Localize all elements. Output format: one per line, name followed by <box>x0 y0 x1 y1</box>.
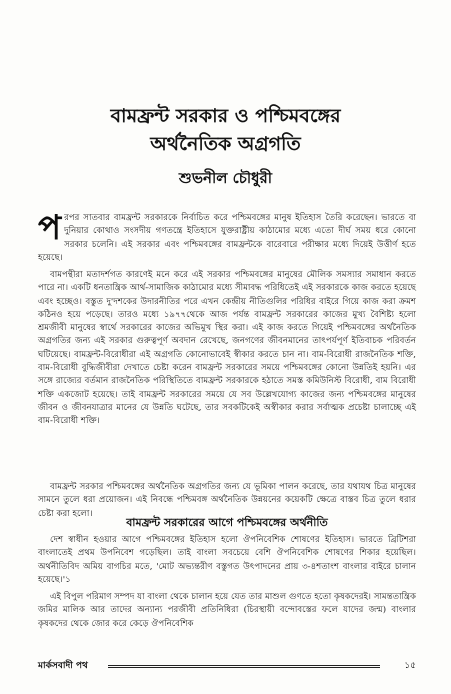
footer-journal-name: মার্কসবাদী পথ <box>38 661 88 671</box>
drop-cap: প <box>38 208 62 248</box>
paragraph-2-text: বামপন্থীরা মতাদর্শগত কারণেই মনে করে এই সরকার পশ্চিমবঙ্গের মানুষের মৌলিক সমস্যার সমাধান করতে পারে না। একটি ধনতান্ত্রিক আর্থ-সামাজিক কাঠামোর মধ্যে সীমাবদ্ধ পরিধিতেই এই সরকারকে কাজ করতে হয়েছে এবং হচ্ছেও। বস্তুত দু'দশকের উদারনীতির পরে এখন কেন্দ্রীয় নীতিগুলির পরিধির বাইরে গিয়ে কাজ করা ক্রমশ কঠিনও হয়ে পড়েছে। তারও মধ্যে ১৯৭৭থেকে আজ পর্যন্ত বামফ্রন্ট সরকারের কাজের মুখ্য বৈশিষ্ট্য হলো শ্রমজীবী মানুষের স্বার্থে সরকারের কাজের অভিমুখ স্থির করা। এই কাজ করতে গিয়েই পশ্চিমবঙ্গের অর্থনৈতিক অগ্রগতির জন্য এই সরকার গুরুত্বপূর্ণ অবদান রেখেছে, জনগণের জীবনমানের তাৎপর্যপূর্ণ ইতিবাচক পরিবর্তন ঘটিয়েছে। বামফ্রন্ট-বিরোধীরা এই অগ্রগতি কোনোভাবেই স্বীকার করতে চান না। বাম-বিরোধী রাজনৈতিক শক্তি, বাম-বিরোধী বুদ্ধিজীবীরা দেখাতে চেষ্টা করেন বামফ্রন্ট সরকারের সময়ে পশ্চিমবঙ্গের কোনো উন্নতিই হয়নি। এর সঙ্গে রাজ্যের বর্তমান রাজনৈতিক পরিস্থিতিতে বামফ্রন্ট সরকারকে হঠাতে সমস্ত কমিউনিস্ট বিরোধী, বাম বিরোধী শক্তি একজোট হয়েছে। তাই বামফ্রন্ট সরকারের সময়ে যে সব উল্লেখযোগ্য কাজের জন্য পশ্চিমবঙ্গের মানুষের জীবন ও জীবনযাত্রার মানের যে উন্নতি ঘটেছে, তার সবকটিকেই অস্বীকার করার সর্বাত্মক প্রচেষ্টা চালাচ্ছে এই বাম-বিরোধী শক্তি। <box>38 270 416 427</box>
article-author: শুভনীল চৌধুরী <box>178 169 273 187</box>
paragraph-intro <box>38 208 416 268</box>
paragraph-5-text: এই বিপুল পরিমাণ সম্পদ যা বাংলা থেকে চালান হয়ে যেত তার মাশুল গুণতে হতো কৃষকদেরই। সামন্ততান্ত্রিক জমির মালিক আর তাদের অন্যান্য পরজীবী প্রতিনিধিরা (চিরস্থায়ী বন্দোবস্তের ফলে যাদের জন্ম) বাংলার কৃষকদের থেকে জোর করে কেড়ে ঔপনিবেশিক <box>38 592 416 629</box>
paragraph-2 <box>38 269 416 480</box>
article-title-line-1: বামফ্রন্ট সরকার ও পশ্চিমবঙ্গের <box>110 105 341 127</box>
paragraph-intro-text: রপর সাতবার বামফ্রন্ট সরকারকে নির্বাচিত করে পশ্চিমবঙ্গের মানুষ ইতিহাস তৈরি করেছেন। ভারতে বা দুনিয়ার কোথাও সংসদীয় গণতন্ত্রে ইতিহাসে যুক্তরাষ্ট্রীয় কাঠামোর মধ্যে এতো দীর্ঘ সময় ধরে কোনো সরকার চলেনি। এই সরকার এবং পশ্চিমবঙ্গের বামফ্রন্টকে বারেবারে পরীক্ষার মধ্যে দিয়েই উত্তীর্ণ হতে হয়েছে। <box>38 213 416 263</box>
footer-divider <box>108 665 380 668</box>
article-title-line-2: অর্থনৈতিক অগ্রগতি <box>150 133 301 155</box>
section-heading: বামফ্রন্ট সরকারের আগে পশ্চিমবঙ্গের অর্থনীতি <box>126 516 328 529</box>
paragraph-4-text: দেশ স্বাধীন হওয়ার আগে পশ্চিমবঙ্গের ইতিহাস হলো ঔপনিবেশিক শোষণের ইতিহাস। ভারতে ব্রিটিশরা বাংলাতেই প্রথম উপনিবেশ গড়েছিল। তাই বাংলা সবচেয়ে বেশি ঔপনিবেশিক শোষণের শিকার হয়েছিল। অর্থনীতিবিদ অমিয় বাগচির মতে, 'মোট অভ্যন্তরীণ বস্তুগত উৎপাদনের প্রায় ৩-৪শতাংশ বাংলার বাইরে চালান হয়েছে।'১ <box>38 535 416 585</box>
paragraph-4 <box>38 534 416 585</box>
paragraph-3-text: বামফ্রন্ট সরকার পশ্চিমবঙ্গের অর্থনৈতিক অগ্রগতির জন্য যে ভূমিকা পালন করেছে, তার যথাযথ চিত্র মানুষের সামনে তুলে ধরা প্রয়োজন। এই নিবন্ধে পশ্চিমবঙ্গ অর্থনৈতিক উন্নয়নের কয়েকটি ক্ষেত্রে বাস্তব চিত্র তুলে ধরার চেষ্টা করা হলো। <box>38 482 416 519</box>
page-number: ১৫ <box>404 661 416 671</box>
paragraph-5 <box>38 591 416 633</box>
paragraph-3 <box>38 481 416 519</box>
